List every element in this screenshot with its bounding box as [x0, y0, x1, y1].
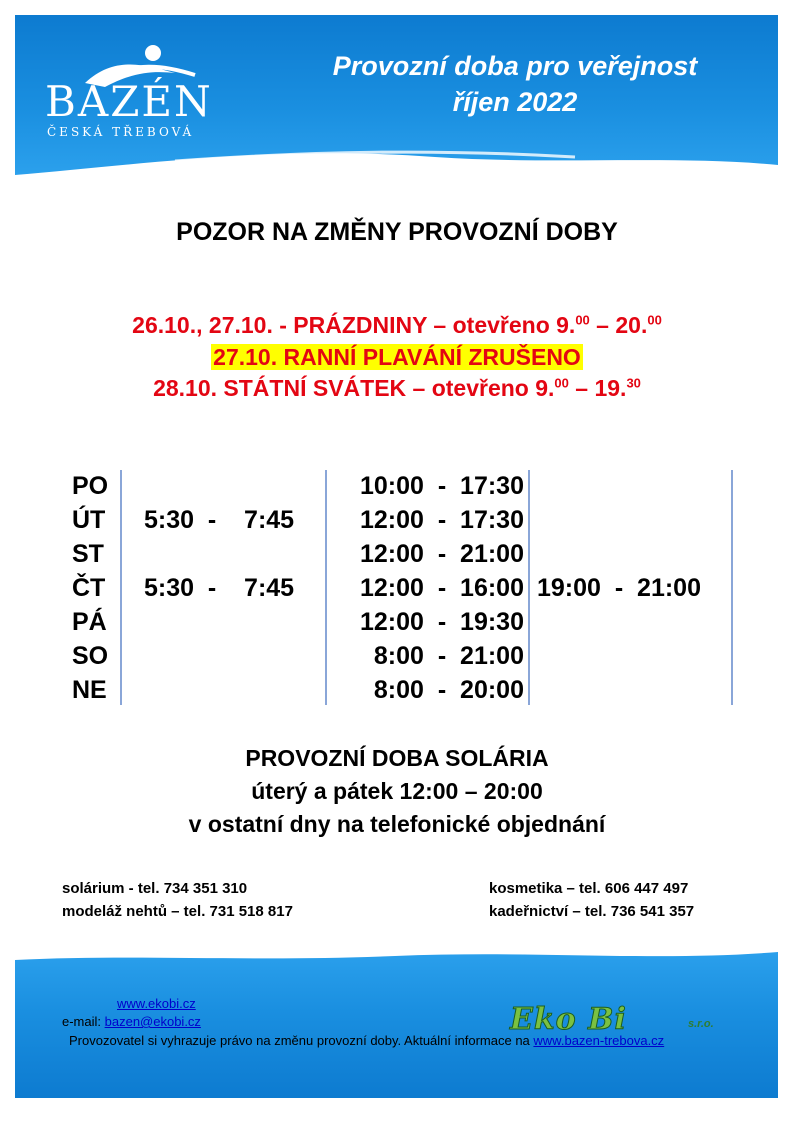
main-hours: 12:00 - 21:00 [360, 540, 524, 568]
main-hours: 8:00 - 21:00 [373, 642, 524, 670]
main-hours: 10:00 - 17:30 [360, 472, 524, 500]
header-month: říjen 2022 [452, 87, 578, 117]
header-banner [15, 15, 778, 185]
schedule-row [72, 506, 772, 540]
ekobi-logo: Eko Bi [510, 1002, 627, 1037]
contact-cosmetics: kosmetika – tel. 606 447 497 [489, 880, 689, 897]
day-label: ČT [72, 574, 106, 602]
website-link[interactable]: www.ekobi.cz [117, 996, 196, 1011]
solarium-heading: PROVOZNÍ DOBA SOLÁRIA [245, 745, 549, 771]
schedule-row [72, 472, 772, 506]
email-label: e-mail: [62, 1014, 105, 1029]
logo-subtitle: ČESKÁ TŘEBOVÁ [47, 125, 195, 139]
main-hours: 8:00 - 20:00 [373, 676, 524, 704]
day-label: SO [72, 642, 109, 670]
solarium-hours: úterý a pátek 12:00 – 20:00 [251, 778, 543, 804]
schedule-row [72, 676, 772, 710]
logo-text: BAZÉN [45, 77, 213, 126]
schedule-row [72, 608, 772, 642]
notice-state-holiday: 28.10. STÁTNÍ SVÁTEK – otevřeno 9.00 – 19.30 [153, 375, 641, 401]
schedule-row [72, 540, 772, 574]
white-wave-decoration [15, 940, 778, 980]
evening-hours: 19:00 - 21:00 [537, 574, 701, 602]
ekobi-suffix: s.r.o. [688, 1018, 714, 1030]
header-title: Provozní doba pro veřejnost [332, 51, 698, 81]
morning-hours: 5:30 - 7:45 [144, 574, 295, 602]
morning-hours: 5:30 - 7:45 [144, 506, 295, 534]
day-label: ÚT [72, 506, 106, 534]
main-hours: 12:00 - 19:30 [360, 608, 524, 636]
main-hours: 12:00 - 17:30 [360, 506, 524, 534]
schedule-row [72, 574, 772, 608]
email-line [62, 1014, 201, 1029]
day-label: PO [72, 472, 109, 500]
notice-holidays: 26.10., 27.10. - PRÁZDNINY – otevřeno 9.00 – 20.00 [132, 312, 662, 338]
site-link[interactable]: www.bazen-trebova.cz [533, 1033, 665, 1048]
day-label: NE [72, 676, 107, 704]
white-wave-decoration [15, 135, 778, 185]
main-hours: 12:00 - 16:00 [360, 574, 524, 602]
notice-cancelled: 27.10. RANNÍ PLAVÁNÍ ZRUŠENO [213, 344, 581, 370]
disclaimer-text: Provozovatel si vyhrazuje právo na změnu provozní doby. Aktuální informace na [69, 1033, 534, 1048]
day-label: ST [72, 540, 104, 568]
email-link[interactable]: bazen@ekobi.cz [104, 1014, 201, 1029]
contact-nails: modeláž nehtů – tel. 731 518 817 [62, 903, 293, 920]
day-label: PÁ [72, 608, 107, 636]
schedule-row [72, 642, 772, 676]
warning-heading: POZOR NA ZMĚNY PROVOZNÍ DOBY [176, 218, 618, 246]
contact-solarium: solárium - tel. 734 351 310 [62, 880, 248, 897]
contact-hairdresser: kadeřnictví – tel. 736 541 357 [489, 903, 695, 920]
solarium-note: v ostatní dny na telefonické objednání [188, 811, 606, 837]
